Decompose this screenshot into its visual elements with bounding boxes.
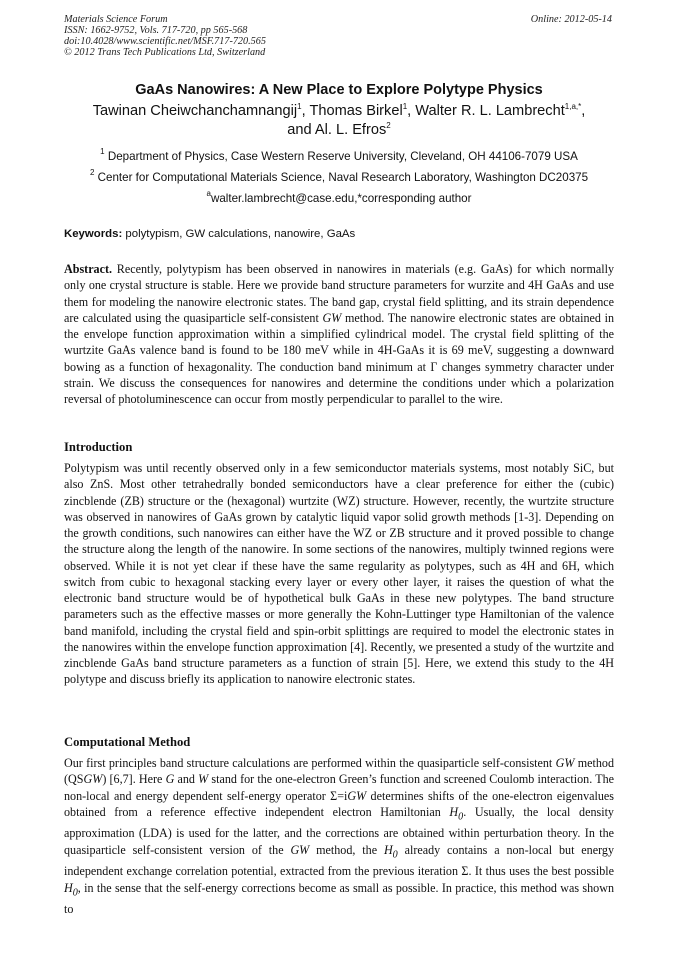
email-line: $^a$walter.lambrecht@case.edu,*corresponding author <box>206 189 472 205</box>
running-header <box>64 14 266 58</box>
introduction-heading: Introduction <box>64 440 133 454</box>
author-name: Walter R. L. Lambrecht <box>415 103 565 119</box>
copyright-line: © 2012 Trans Tech Publications Ltd, Switzerland <box>64 47 266 58</box>
author-name: Thomas Birkel <box>309 103 403 119</box>
author-sup: 1 <box>297 102 302 111</box>
author-sup: 1,a,* <box>564 102 582 111</box>
keywords-text: polytypism, GW calculations, nanowire, GaAs <box>122 228 356 240</box>
online-date: Online: 2012-05-14 <box>530 14 612 25</box>
introduction-text: Polytypism was until recently observed only in a few semiconductor materials systems, most notably SiC, but also ZnS. Most other tetrahedrally bonded semiconductors have a clear preference for either the (cubic) zincblende (ZB) structure or the (hexagonal) wurtzite (WZ) structure. However, recently, the wurtzite structure was observed in nanowires of GaAs grown by catalytic liquid vapor solid growth methods [1-3]. Depending on the growth conditions, such nanowires can either have the WZ or ZB structure and it proved possible to change the structure along the length of the nanowire. In some sections of the nanowires, multiply twinned regions were observed. While it is not yet clear if these have the same regularity as polytypes, such as 4H and 6H, which switch from cubic to hexagonal stacking every layer or every other layer, it raises the question of what the electronic band structure would be of hypothetical bulk GaAs in these new polytypes. The band structure parameters such as the effective masses or more generally the Kohn-Luttinger type Hamiltonian of the valence band manifold, including the crystal field and spin-orbit splittings are required to model the electronic states in the nanowires within the envelope function approximation [4]. Recently, we presented a study of the wurtzite and zincblende GaAs band structure parameters as a function of strain [5]. Here, we extend this study to the 4H polytype and discuss briefly its application to nanowire electronic states. <box>64 461 614 687</box>
paper-title: GaAs Nanowires: A New Place to Explore Polytype Physics <box>135 82 543 98</box>
abstract-label: Abstract. <box>64 262 113 276</box>
author-sup: 1 <box>402 102 408 111</box>
author-name: Tawinan Cheiwchanchamnangij <box>92 103 298 119</box>
issn-line: ISSN: 1662-9752, Vols. 717-720, pp 565-568 <box>64 25 248 36</box>
keywords <box>64 228 355 240</box>
author-name: and Al. L. Efros <box>287 121 387 138</box>
keywords-label: Keywords: <box>64 228 123 240</box>
abstract: Abstract. Recently, polytypism has been observed in nanowires in materials (e.g. GaAs) for which normally only one crystal structure is stable. Here we provide band structure parameters for wurzite and 4H GaAs and use them for modeling the nanowire electronic states. The band gap, crystal field splitting, and its strain dependence are calculated using the quasiparticle self-consistent GW method. The nanowire electronic states are obtained in the envelope function approximation within a simplified cylindrical model. The crystal field splitting of the wurtzite GaAs valence band is found to be 180 meV while in 4H-GaAs it is 69 meV, suggesting a downward bowing as a function of hexagonality. The conduction band minimum at Γ changes symmetry character under strain. We discuss the consequences for nanowires and determine the conditions under which a polarization reversal of photoluminescence can occur from mostly perpendicular to parallel to the wire. <box>64 262 615 406</box>
affiliation-1: $^1$ Department of Physics, Case Western Reserve University, Cleveland, OH 44106-7079 USA <box>100 147 578 163</box>
doi-line: doi:10.4028/www.scientific.net/MSF.717-720.565 <box>64 36 266 47</box>
method-text: Our first principles band structure calculations are performed within the quasiparticle self-consistent GW method (QSGW) [6,7]. Here G and W stand for the one-electron Green’s function and screened Coulomb interaction. The non-local and energy dependent self-energy operator Σ=iGW determines shifts of the one-electron eigenvalues obtained from a reference effective independent electron Hamiltonian $H_0$. Usually, the local density approximation (LDA) is used for the latter, and the corrections are obtained within perturbation theory. In the quasiparticle self-consistent version of the GW method, the $H_0$ already contains a non-local but energy independent exchange correlation potential, extracted from the previous iteration Σ. It thus uses the best possible $H_0$, in the sense that the self-energy corrections become as small as possible. In practice, this method was shown to <box>64 756 614 917</box>
affiliation-2: $^2$ Center for Computational Materials Science, Naval Research Laboratory, Washington DC20375 <box>89 168 589 184</box>
journal-name: Materials Science Forum <box>64 14 168 25</box>
method-heading: Computational Method <box>64 735 191 749</box>
author-list: Tawinan Cheiwchanchamnangij$^1$, Thomas Birkel$^1$, Walter R. L. Lambrecht$^{1,a,*}$, and Al. L. Efros$^2$ <box>92 102 586 138</box>
author-sup: 2 <box>386 120 391 130</box>
